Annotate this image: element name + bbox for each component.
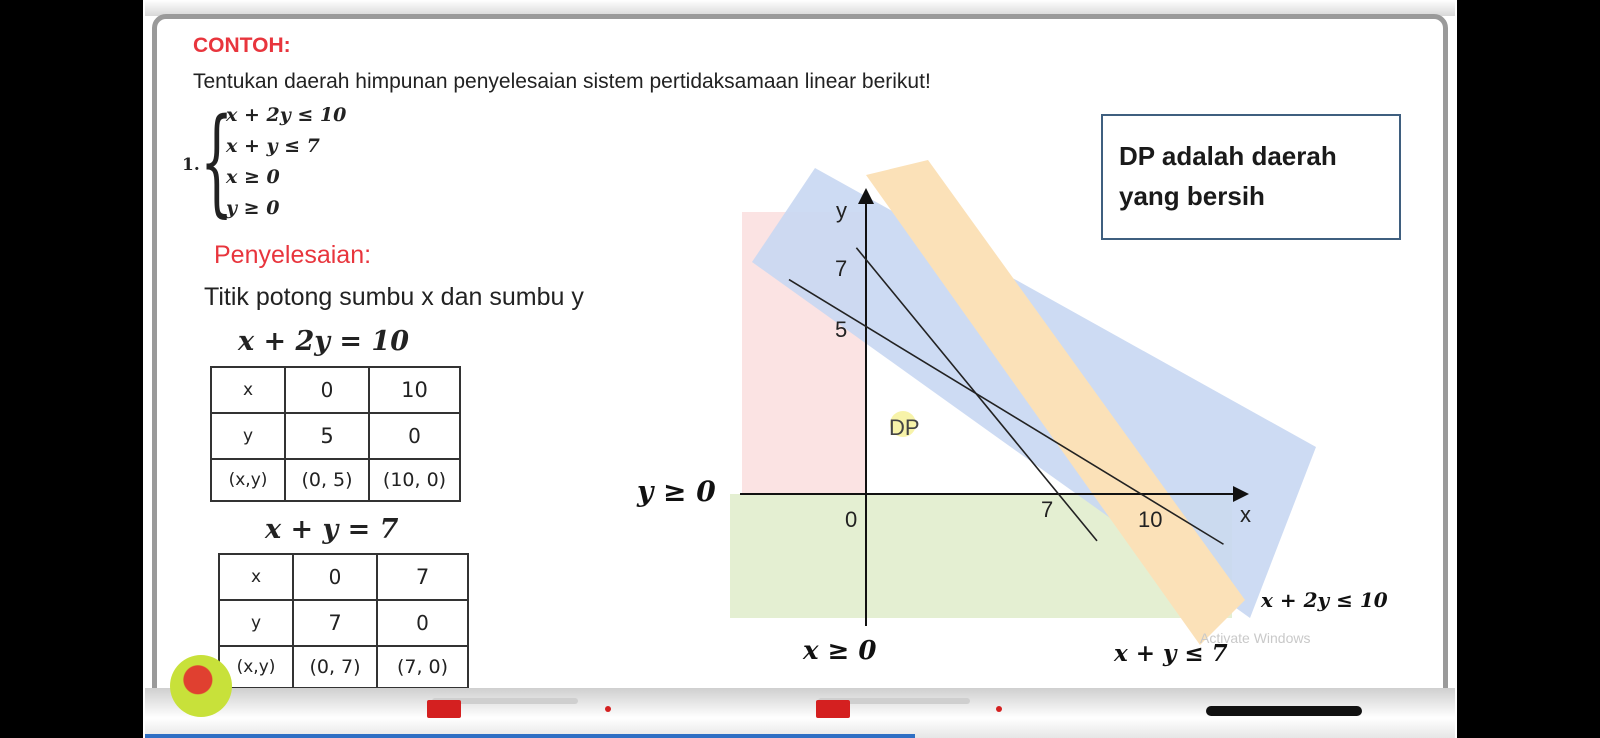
y-axis-label: y [836,198,847,223]
progress-thumb-2[interactable] [816,700,850,718]
system-line-3: x ≥ 0 [226,166,280,188]
note-box [1101,114,1401,240]
system-line-1: x + 2y ≤ 10 [226,104,347,126]
problem-number: 1. [182,155,200,175]
marker-dot-1 [605,706,611,712]
table-cell: 0 [293,554,377,600]
instruction: Tentukan daerah himpunan penyelesaian sistem pertidaksamaan linear berikut! [193,70,931,93]
eq1-title: x + 2y = 10 [238,326,409,357]
origin-label: 0 [845,507,858,532]
table-cell: (7, 0) [377,646,468,688]
system-line-2: x + y ≤ 7 [226,135,320,157]
label-x-ge-0: x ≥ 0 [803,636,877,666]
table-cell: (0, 5) [285,459,369,501]
label-y-ge-0: y ≥ 0 [637,475,716,508]
table-cell: 0 [285,367,369,413]
progress-thumb-1[interactable] [427,700,461,718]
table-cell: 10 [369,367,460,413]
marker-dot-2 [996,706,1002,712]
system-line-4: y ≥ 0 [226,197,280,219]
eq2-title: x + y = 7 [265,514,399,545]
table-cell: (10, 0) [369,459,460,501]
x-tick-7: 7 [1041,497,1054,522]
table-cell: y [219,600,293,646]
table-cell: 7 [293,600,377,646]
note-text: DP adalah daerah yang bersih [1119,141,1337,211]
heading: CONTOH: [193,34,291,57]
bottom-line [145,734,915,738]
region-label: DP [889,415,920,440]
table-cell: y [211,413,285,459]
table-cell: 0 [377,600,468,646]
system-brace: { [200,94,234,229]
table-cell: x [211,367,285,413]
table-cell: (x,y) [219,646,293,688]
label-eq2-inequality: x + y ≤ 7 [1114,640,1228,667]
x-tick-10: 10 [1138,507,1163,532]
y-tick-5: 5 [835,317,848,342]
logo-badge [170,655,232,717]
y-tick-7: 7 [835,256,848,281]
table-cell: 7 [377,554,468,600]
intercepts-label: Titik potong sumbu x dan sumbu y [204,283,584,311]
table-cell: (0, 7) [293,646,377,688]
windows-watermark: Activate Windows [1200,630,1311,646]
progress-track-3 [1206,706,1362,716]
x-axis-label: x [1240,502,1251,527]
label-eq1-inequality: x + 2y ≤ 10 [1261,588,1388,612]
table-cell: x [219,554,293,600]
table-cell: 0 [369,413,460,459]
table-cell: (x,y) [211,459,285,501]
table-cell: 5 [285,413,369,459]
solution-label: Penyelesaian: [214,241,372,269]
